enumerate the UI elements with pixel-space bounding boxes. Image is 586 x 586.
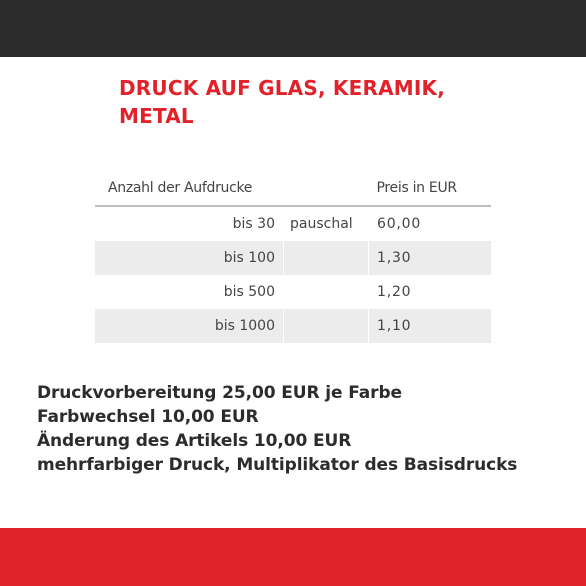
quantity-cell: bis 100	[95, 241, 284, 275]
quantity-cell: bis 1000	[95, 309, 284, 343]
table-row	[95, 275, 491, 309]
info-line-article-change: Änderung des Artikels 10,00 EUR	[37, 431, 352, 451]
table-row	[95, 206, 491, 241]
note-cell	[284, 241, 369, 275]
price-cell: 1,20	[377, 284, 412, 300]
info-text-block	[37, 381, 577, 477]
price-cell: 1,10	[369, 309, 492, 343]
price-table	[95, 170, 491, 377]
note-cell: pauschal	[284, 206, 369, 241]
price-cell: 60,00	[377, 216, 422, 232]
table-row	[95, 309, 491, 343]
note-cell	[284, 309, 369, 343]
table-header-row	[95, 170, 491, 206]
bottom-bar	[0, 528, 586, 586]
column-header-quantity: Anzahl der Aufdrucke	[95, 170, 284, 206]
price-cell: 1,30	[369, 241, 492, 275]
price-cell	[369, 343, 492, 377]
column-header-price: Preis in EUR	[369, 170, 492, 206]
quantity-cell: bis 500	[95, 275, 284, 309]
info-line-multicolor: mehrfarbiger Druck, Multiplikator des Basisdrucks	[37, 455, 518, 475]
quantity-cell: bis 30	[95, 206, 284, 241]
page-title-line-1: DRUCK AUF GLAS, KERAMIK,	[119, 76, 445, 100]
quantity-cell	[95, 343, 284, 377]
column-header-note	[284, 170, 369, 206]
top-bar	[0, 0, 586, 57]
page-title	[119, 74, 519, 130]
note-cell	[284, 275, 369, 309]
page-title-line-2: METAL	[119, 104, 194, 128]
table-row	[95, 241, 491, 275]
note-cell	[284, 343, 369, 377]
info-line-prepress: Druckvorbereitung 25,00 EUR je Farbe	[37, 383, 402, 403]
table-row-empty	[95, 343, 491, 377]
info-line-color-change: Farbwechsel 10,00 EUR	[37, 407, 259, 427]
